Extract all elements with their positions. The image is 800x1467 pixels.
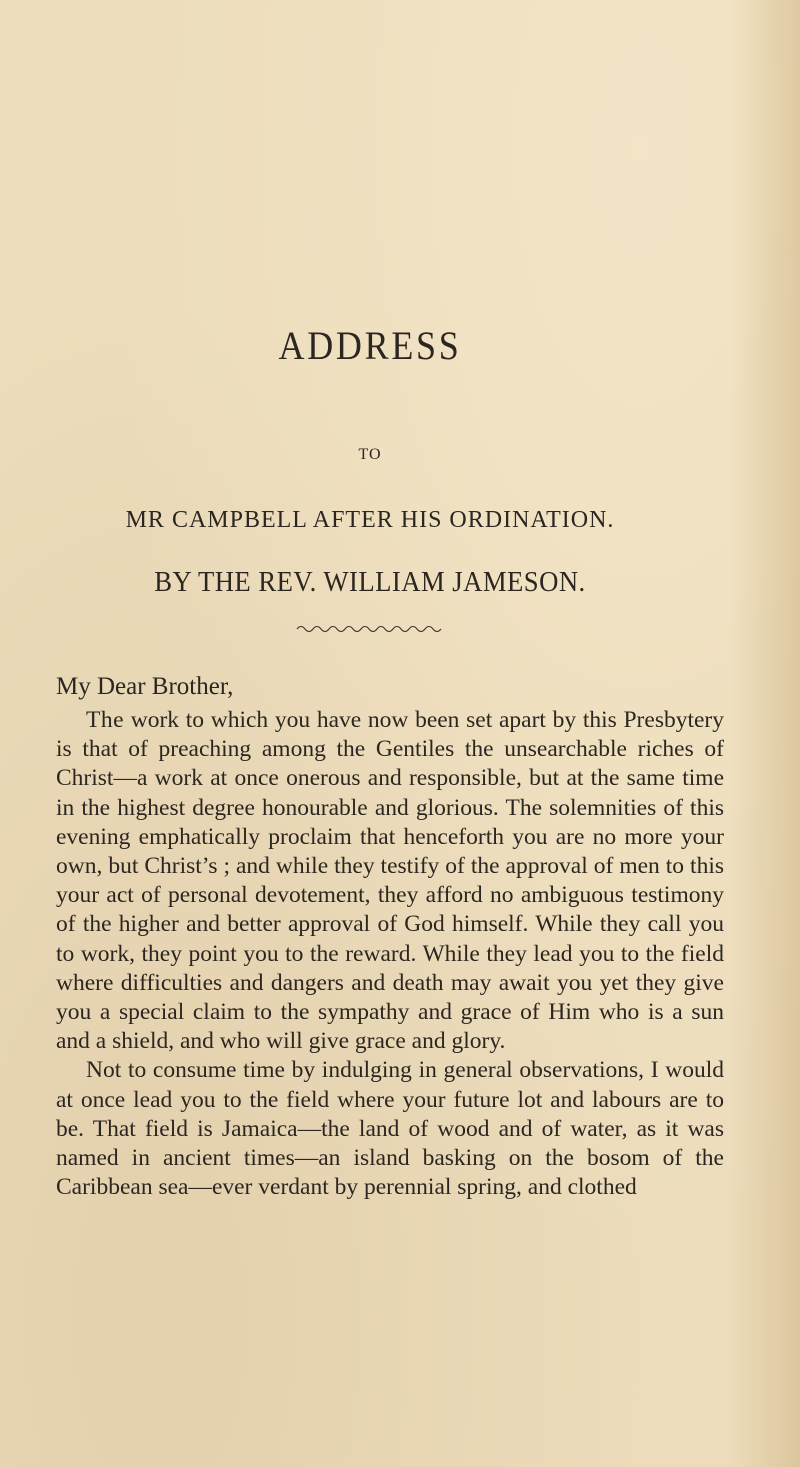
address-body [56,706,724,1202]
page-edge-shadow [730,0,800,1467]
paragraph-text: Not to consume time by indulging in general observations, I would at once lead you to the field where your future lot and labours are to be. That field is Jamaica—the land of wood and of water, as it was named in ancient times—an island basking on the bosom of the Caribbean sea—ever verdant by perennial spring, and clothed [56,1057,724,1201]
paragraph-lead-word: The [86,707,125,733]
page-title: ADDRESS [278,323,462,368]
paragraph-text: work to which you have now been set apart by this Presbytery is that of preaching among the Gentiles the unsearchable riches of Christ—a work at once onerous and responsible, but at the same time in the highest degree honourable and glorious. The solemnities of this evening emphatically proclaim that henceforth you are no more your own, but Christ’s ; and while they testify of the approval of men to this your act of personal devotement, they afford no ambiguous testimony of the higher and better approval of God himself. While they call you to work, they point you to the reward. While they lead you to the field where difficulties and dangers and death may await you yet they give you a special claim to the sympathy and grace of Him who is a sun and a shield, and who will give grace and glory. [56,707,724,1055]
wavy-rule-ornament [295,622,445,636]
title-connector: TO [358,446,382,463]
author-byline: BY THE REV. WILLIAM JAMESON. [154,566,586,598]
salutation: My Dear Brother, [56,673,234,700]
page-subtitle: MR CAMPBELL AFTER HIS ORDINATION. [125,507,615,533]
paragraph-2 [56,1056,724,1202]
paragraph-1 [56,706,724,1056]
